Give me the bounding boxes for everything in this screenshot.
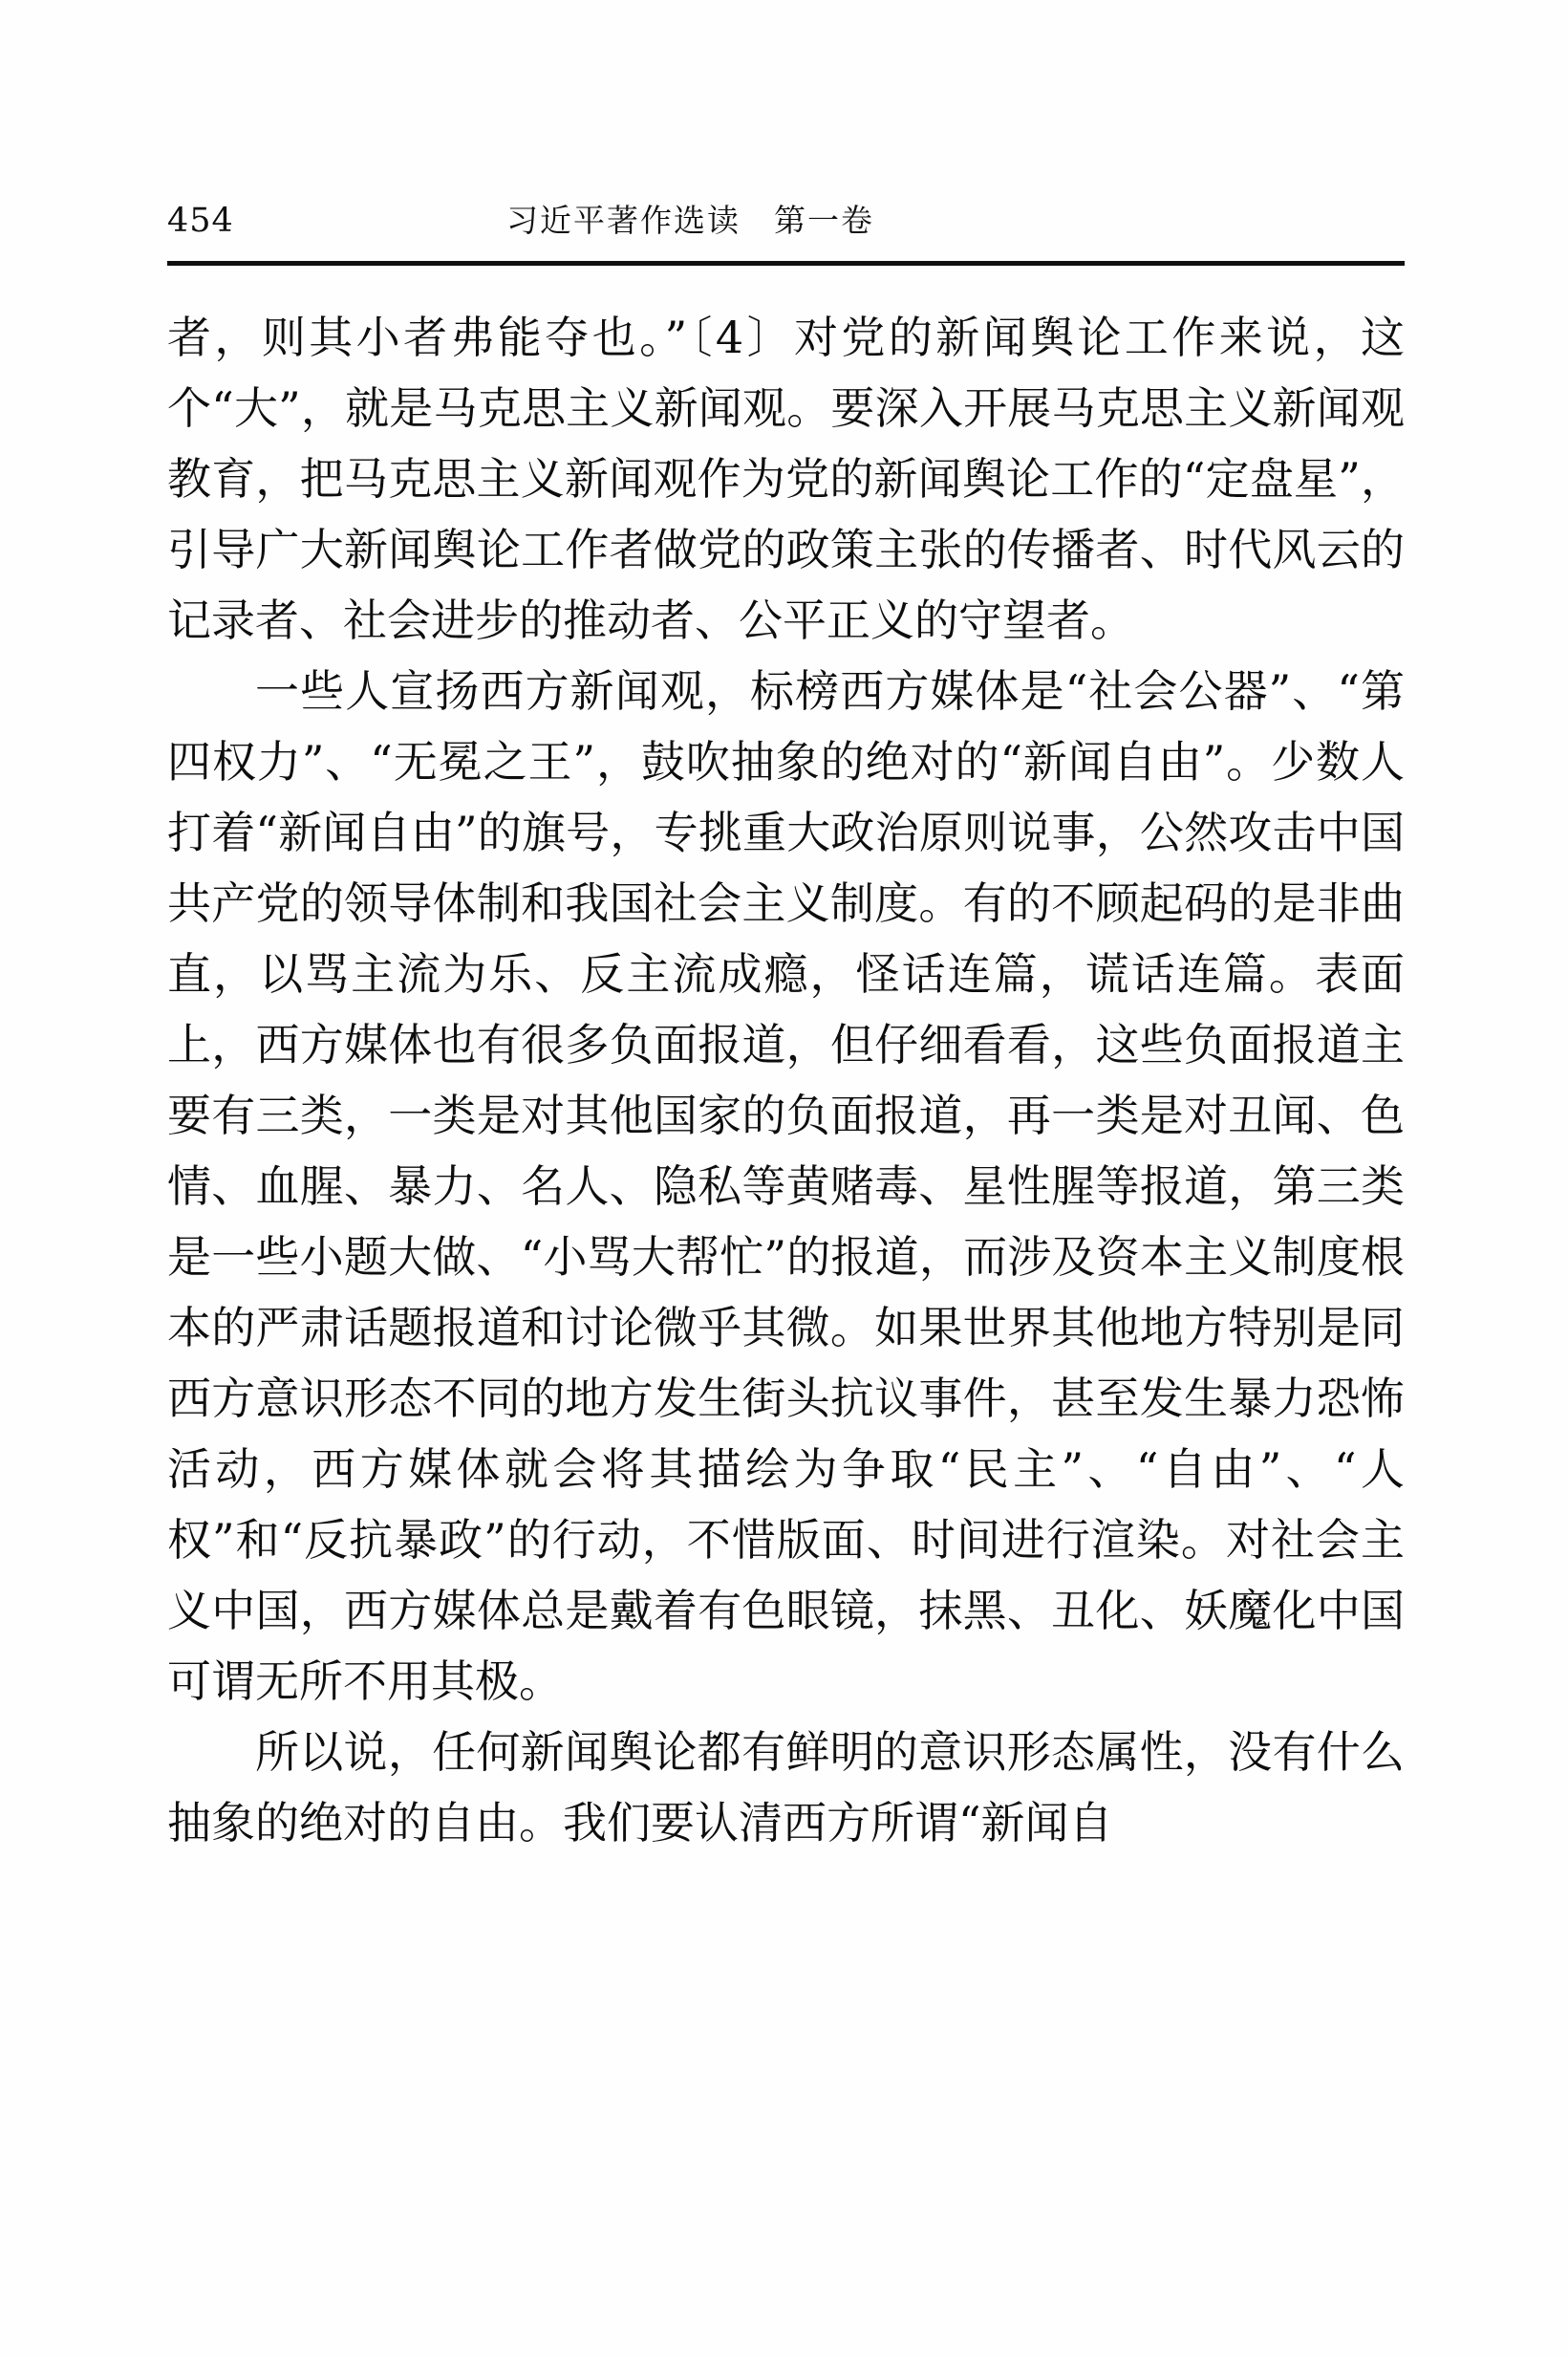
page-content bbox=[167, 196, 1405, 1858]
running-title: 习近平著作选读 第一卷 bbox=[506, 202, 874, 239]
header-rule bbox=[167, 261, 1405, 266]
page-number: 454 bbox=[167, 202, 234, 240]
paragraph-3: 所以说，任何新闻舆论都有鲜明的意识形态属性，没有什么抽象的绝对的自由。我们要认清西方所谓“新闻自 bbox=[167, 1726, 1405, 1849]
body-text bbox=[167, 302, 1405, 1858]
paragraph-2: 一些人宣扬西方新闻观，标榜西方媒体是“社会公器”、“第四权力”、“无冕之王”，鼓吹抽象的绝对的“新闻自由”。少数人打着“新闻自由”的旗号，专挑重大政治原则说事，公然攻击中国共产党的领导体制和我国社会主义制度。有的不顾起码的是非曲直，以骂主流为乐、反主流成瘾，怪话连篇，谎话连篇。表面上，西方媒体也有很多负面报道，但仔细看看，这些负面报道主要有三类，一类是对其他国家的负面报道，再一类是对丑闻、色情、血腥、暴力、名人、隐私等黄赌毒、星性腥等报道，第三类是一些小题大做、“小骂大帮忙”的报道，而涉及资本主义制度根本的严肃话题报道和讨论微乎其微。如果世界其他地方特别是同西方意识形态不同的地方发生街头抗议事件，甚至发生暴力恐怖活动，西方媒体就会将其描绘为争取“民主”、“自由”、“人权”和“反抗暴政”的行动，不惜版面、时间进行渲染。对社会主义中国，西方媒体总是戴着有色眼镜，抹黑、丑化、妖魔化中国可谓无所不用其极。 bbox=[167, 665, 1405, 1707]
paragraph-1: 者，则其小者弗能夺也。”〔4〕对党的新闻舆论工作来说，这个“大”，就是马克思主义新闻观。要深入开展马克思主义新闻观教育，把马克思主义新闻观作为党的新闻舆论工作的“定盘星”，引导广大新闻舆论工作者做党的政策主张的传播者、时代风云的记录者、社会进步的推动者、公平正义的守望者。 bbox=[167, 312, 1405, 646]
page-header bbox=[167, 196, 1405, 253]
